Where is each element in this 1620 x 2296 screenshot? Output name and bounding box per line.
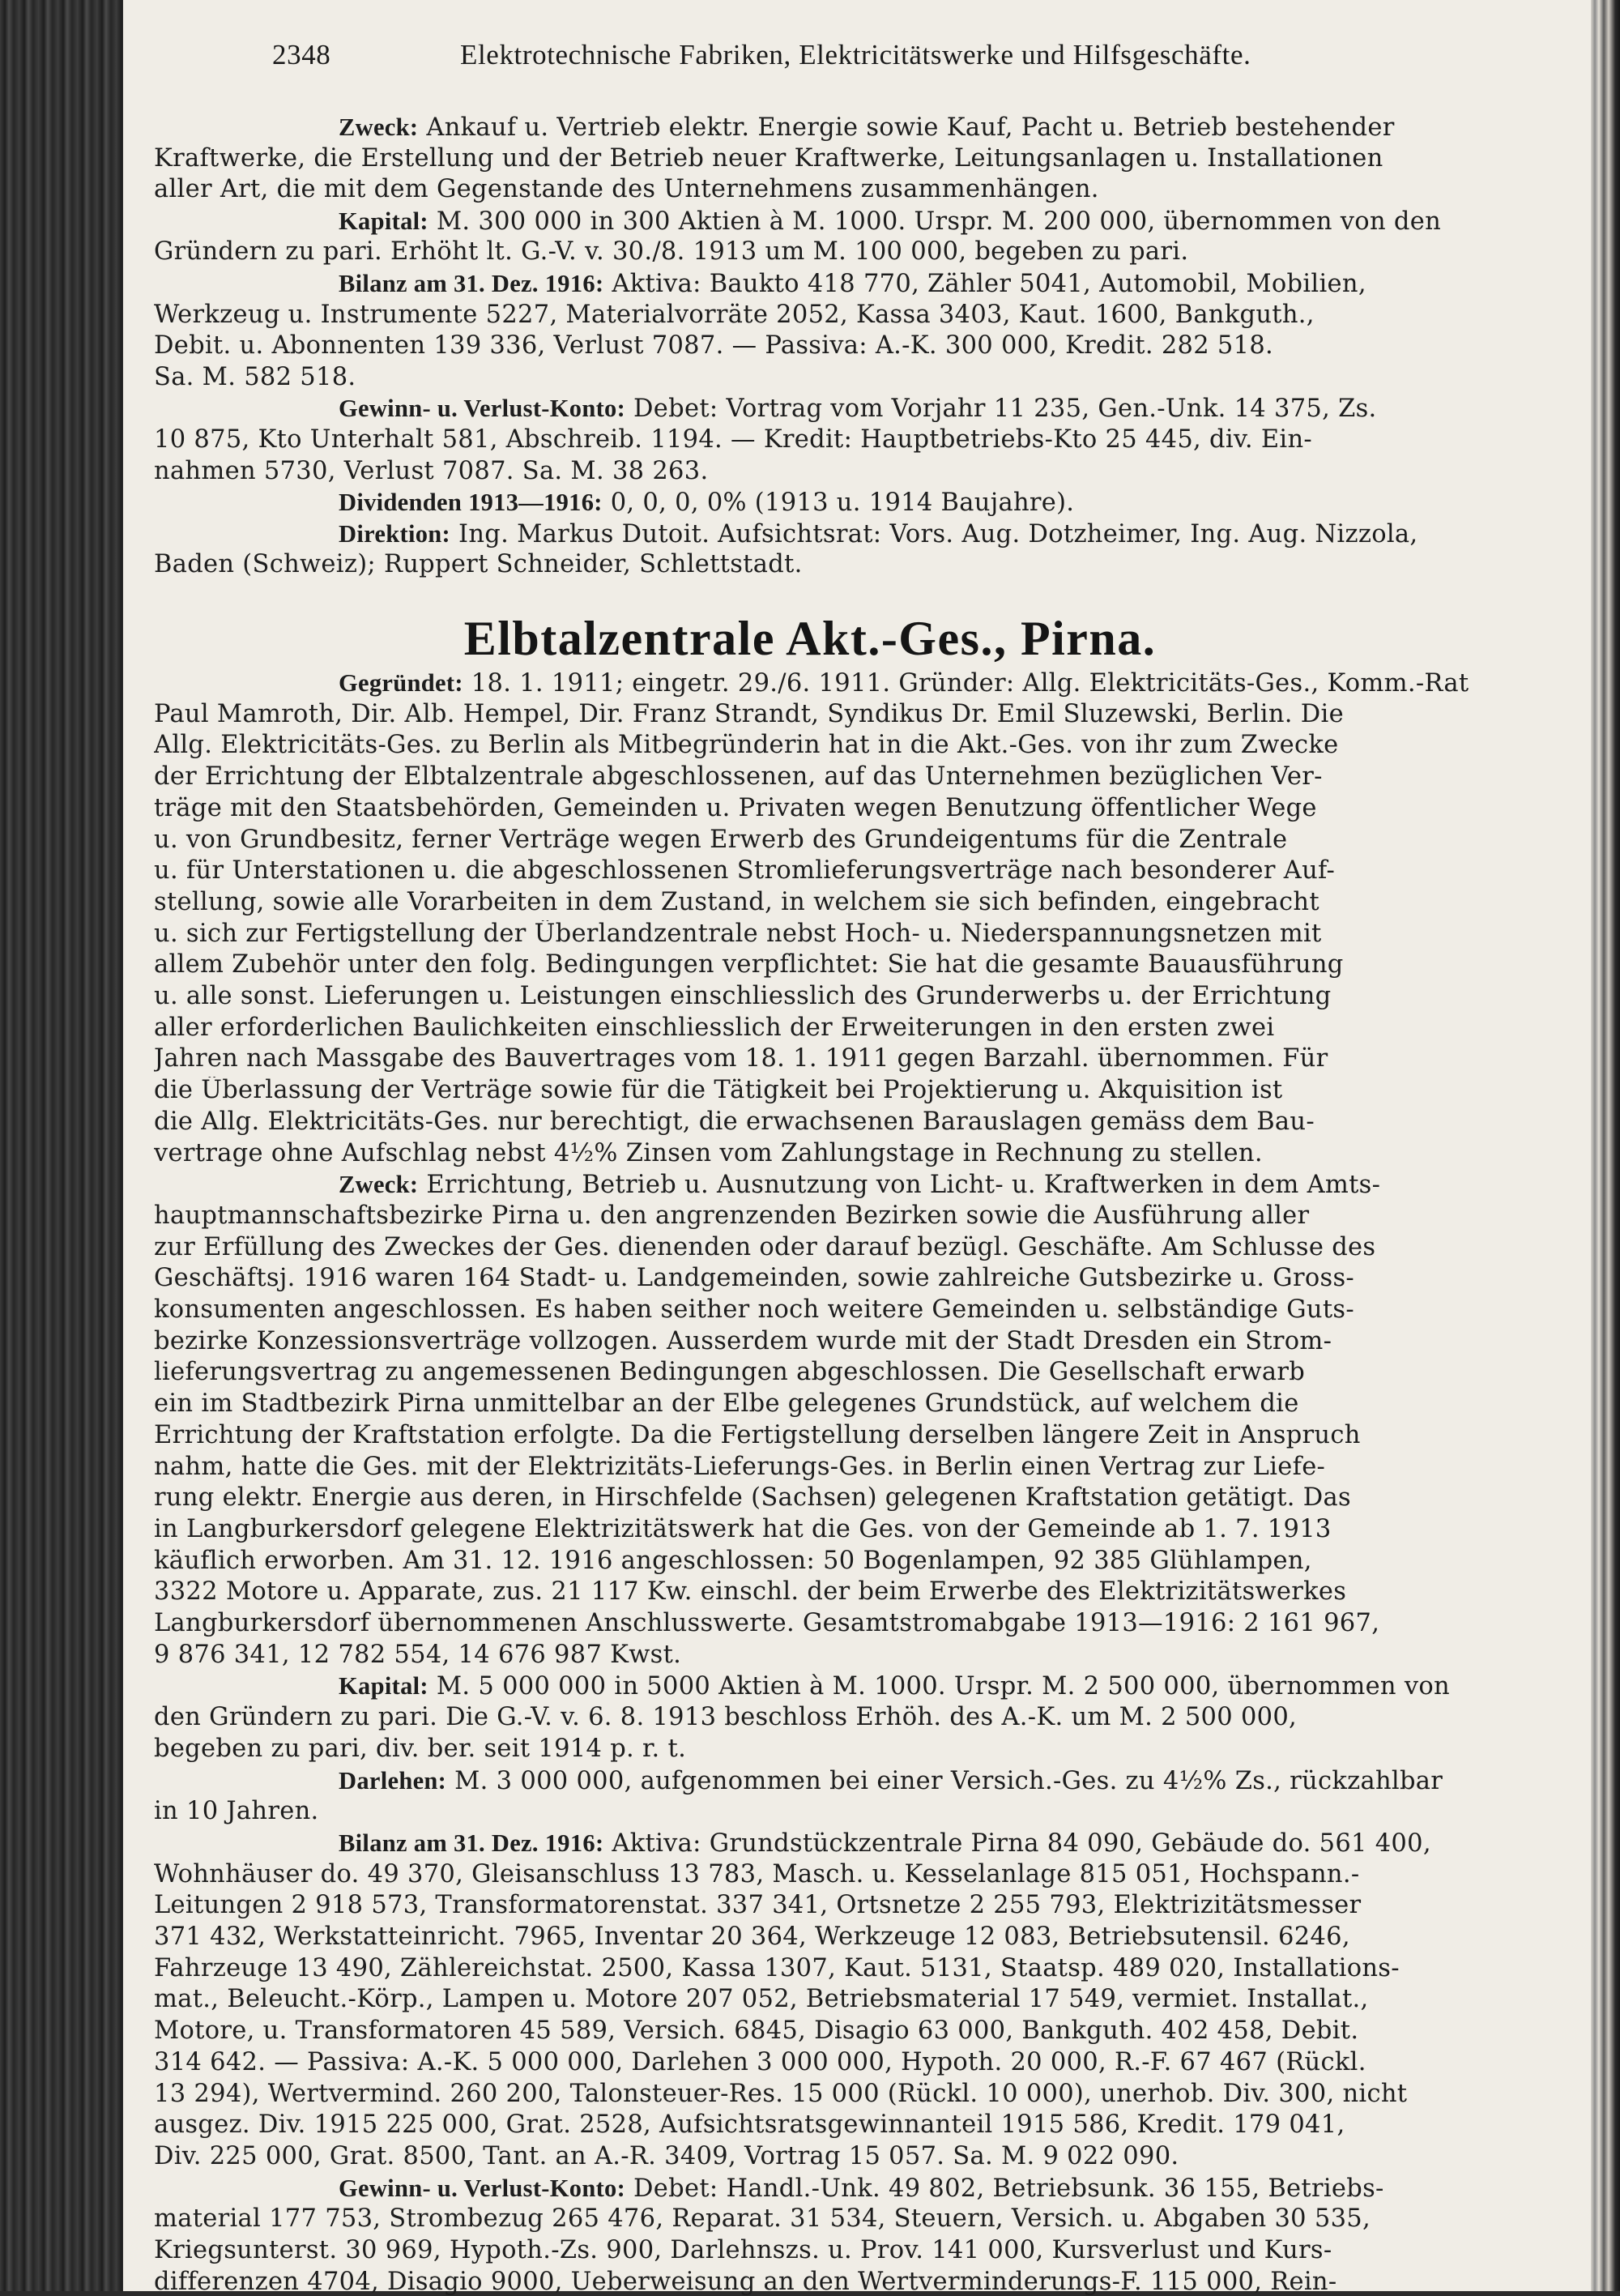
entry-label: Gewinn- u. Verlust-Konto: [339,395,626,423]
entry-label: Zweck: [339,1171,419,1199]
text-line [154,1296,1580,1324]
entry-text: Baden (Schweiz); Ruppert Schneider, Schlettstadt. [154,551,803,579]
text-line [154,1641,1580,1669]
company-title: Elbtalzentrale Akt.-Ges., Pirna. [463,612,1157,665]
text-line [154,1923,1580,1951]
text-line [154,732,1580,759]
entry-text: 3322 Motore u. Apparate, zus. 21 117 Kw. einschl. der beim Erwerbe des Elektrizitätswerkes [154,1578,1347,1607]
text-line [339,395,1580,423]
entry-text: Ing. Markus Dutoit. Aufsichtsrat: Vors. Aug. Dotzheimer, Ing. Aug. Nizzola, [450,519,1418,548]
entry-text: differenzen 4704, Disagio 9000, Ueberweisung an den Wertverminderungs-F. 115 000, Rein- [154,2268,1337,2296]
entry-label: Kapital: [339,207,428,235]
entry-label: Darlehen: [339,1766,447,1795]
entry-text: die Überlassung der Verträge sowie für die Tätigkeit bei Projektierung u. Akquisition ist [154,1077,1283,1105]
entry-text: Leitungen 2 918 573, Transformatorenstat. 337 341, Ortsnetze 2 255 793, Elektrizitätsmesser [154,1892,1362,1920]
text-line [339,1829,1580,1858]
entry-label: Bilanz am 31. Dez. 1916: [339,1829,604,1857]
text-line [339,113,1580,142]
text-line [154,1140,1580,1167]
text-line [339,1672,1580,1701]
entry-text: Wohnhäuser do. 49 370, Gleisanschluss 13 783, Masch. u. Kesselanlage 815 051, Hochspann.- [154,1860,1360,1888]
text-line [154,1704,1580,1731]
entry-label: Direktion: [339,519,450,548]
entry-text: nahm, hatte die Ges. mit der Elektrizitäts-Lieferungs-Ges. in Berlin einen Vertrag zur Liefe- [154,1453,1326,1481]
entry-text: 18. 1. 1911; eingetr. 29./6. 1911. Gründer: Allg. Elektricitäts-Ges., Komm.-Rat [463,669,1469,698]
text-line [154,426,1580,454]
entry-text: aller Art, die mit dem Gegenstande des Unternehmens zusammenhängen. [154,176,1099,204]
text-line [339,1171,1580,1199]
entry-text: zur Erfüllung des Zweckes der Ges. dienenden oder darauf bezügl. Geschäfte. Am Schlusse des [154,1233,1376,1261]
text-line [154,332,1580,360]
text-line [154,2205,1580,2233]
entry-label: Bilanz am 31. Dez. 1916: [339,270,604,297]
text-line [154,763,1580,791]
entry-text: vertrage ohne Aufschlag nebst 4½% Zinsen vom Zahlungstage in Rechnung zu stellen. [154,1139,1263,1167]
text-line [154,983,1580,1010]
entry-text: M. 3 000 000, aufgenommen bei einer Versich.-Ges. zu 4½% Zs., rückzahlbar [446,1766,1443,1795]
entry-label: Zweck: [339,113,419,141]
text-line [154,920,1580,948]
running-title: Elektrotechnische Fabriken, Elektricitätswerke und Hilfsgeschäfte. [460,39,1251,70]
text-line [154,176,1580,203]
text-line [154,795,1580,822]
page-number: 2348 [272,39,331,70]
entry-text: Werkzeug u. Instrumente 5227, Materialvorräte 2052, Kassa 3403, Kaut. 1600, Bankguth., [154,301,1315,329]
entry-text: hauptmannschaftsbezirke Pirna u. den angrenzenden Bezirken sowie die Ausführung aller [154,1201,1310,1230]
entry-text: u. alle sonst. Lieferungen u. Leistungen einschliesslich des Grunderwerbs u. der Errichtung [154,983,1332,1010]
entry-label: Gegründet: [339,669,463,697]
entry-text: aller erforderlichen Baulichkeiten einschliesslich der Erweiterungen in den ersten zwei [154,1014,1275,1042]
entry-text: Aktiva: Baukto 418 770, Zähler 5041, Automobil, Mobilien, [603,270,1366,298]
page-edge-right [1591,0,1620,2291]
entry-text: Fahrzeuge 13 490, Zählereichstat. 2500, Kassa 1307, Kaut. 5131, Staatsp. 489 020, Installations- [154,1954,1400,1982]
entry-text: 314 642. — Passiva: A.-K. 5 000 000, Darlehen 3 000 000, Hypoth. 20 000, R.-F. 67 467 (Rückl. [154,2048,1366,2076]
entry-text: der Errichtung der Elbtalzentrale abgeschlossenen, auf das Unternehmen bezüglichen Ver- [154,763,1323,792]
entry-text: Div. 225 000, Grat. 8500, Tant. an A.-R. 3409, Vortrag 15 057. Sa. M. 9 022 090. [154,2142,1179,2170]
entry-text: ein im Stadtbezirk Pirna unmittelbar an der Elbe gelegenes Grundstück, auf welchem die [154,1390,1299,1419]
text-line [154,2268,1580,2296]
entry-text: allem Zubehör unter den folg. Bedingungen verpflichtet: Sie hat die gesamte Bauausführung [154,951,1344,979]
text-line [339,207,1580,236]
entry-text: Kraftwerke, die Erstellung und der Betrieb neuer Kraftwerke, Leitungsanlagen u. Installationen [154,144,1383,173]
text-line [154,1986,1580,2013]
entry-text: käuflich erworben. Am 31. 12. 1916 angeschlossen: 50 Bogenlampen, 92 385 Glühlampen, [154,1547,1312,1575]
text-line [154,2111,1580,2139]
text-line [154,1453,1580,1481]
text-line [154,1328,1580,1355]
entry-text: Aktiva: Grundstückzentrale Pirna 84 090, Gebäude do. 561 400, [603,1829,1431,1858]
text-line [154,1610,1580,1637]
text-line [154,1861,1580,1888]
text-line [154,1077,1580,1104]
entry-text: Errichtung, Betrieb u. Ausnutzung von Licht- u. Kraftwerken in dem Amts- [418,1171,1381,1200]
text-line [154,2049,1580,2076]
text-line [154,857,1580,885]
book-binding-edge [0,0,123,2291]
entry-text: träge mit den Staatsbehörden, Gemeinden u. Privaten wegen Benutzung öffentlicher Wege [154,794,1317,822]
text-line [154,301,1580,329]
entry-text: 9 876 341, 12 782 554, 14 676 987 Kwst. [154,1641,682,1669]
text-line [154,1892,1580,1919]
entry-text: Sa. M. 582 518. [154,363,356,391]
entry-text: nahmen 5730, Verlust 7087. Sa. M. 38 263. [154,457,709,485]
entry-text: bezirke Konzessionsverträge vollzogen. Ausserdem wurde mit der Stadt Dresden ein Strom- [154,1327,1332,1355]
text-line [154,1422,1580,1449]
entry-label: Dividenden 1913—1916: [339,489,603,517]
entry-text: Errichtung der Kraftstation erfolgte. Da die Fertigstellung derselben längere Zeit in Anspruch [154,1421,1361,1449]
text-line [154,1955,1580,1982]
text-line [154,2080,1580,2108]
entry-text: material 177 753, Strombezug 265 476, Reparat. 31 534, Steuern, Versich. u. Abgaben 30 535, [154,2205,1371,2234]
text-line [154,1265,1580,1292]
entry-text: Jahren nach Massgabe des Bauvertrages vom 18. 1. 1911 gegen Barzahl. übernommen. Für [154,1045,1328,1073]
entry-text: den Gründern zu pari. Die G.-V. v. 6. 8. 1913 beschloss Erhöh. des A.-K. um M. 2 500 000, [154,1704,1298,1732]
text-line [154,2017,1580,2045]
entry-label: Kapital: [339,1672,428,1701]
text-line [339,669,1580,698]
text-line [339,1767,1580,1795]
text-line [154,1735,1580,1763]
text-line [154,551,1580,578]
text-line [154,1359,1580,1386]
text-line [154,951,1580,979]
text-line [154,2237,1580,2264]
entry-text: Debit. u. Abonnenten 139 336, Verlust 7087. — Passiva: A.-K. 300 000, Kredit. 282 518. [154,332,1274,361]
entry-text: 371 432, Werkstatteinricht. 7965, Inventar 20 364, Werkzeuge 12 083, Betriebsutensil. 6246, [154,1923,1350,1951]
text-line [154,238,1580,266]
entry-text: stellung, sowie alle Vorarbeiten in dem Zustand, in welchem sie sich befinden, eingebracht [154,888,1319,916]
entry-text: M. 300 000 in 300 Aktien à M. 1000. Urspr. M. 200 000, übernommen von den [428,207,1442,236]
entry-text: Debet: Handl.-Unk. 49 802, Betriebsunk. 36 155, Betriebs- [625,2174,1384,2203]
text-line [154,1484,1580,1512]
text-line [339,270,1580,298]
entry-text: Allg. Elektricitäts-Ges. zu Berlin als Mitbegründerin hat in die Akt.-Ges. von ihr zum Zwecke [154,732,1339,760]
text-line [154,1390,1580,1418]
entry-text: u. für Unterstationen u. die abgeschlossenen Stromlieferungsverträge nach besonderer Auf- [154,857,1336,886]
text-line [154,889,1580,916]
entry-text: konsumenten angeschlossen. Es haben seither noch weitere Gemeinden u. selbständige Guts- [154,1296,1354,1324]
entry-text: 13 294), Wertvermind. 260 200, Talonsteuer-Res. 15 000 (Rückl. 10 000), unerhob. Div. 300, nicht [154,2080,1408,2108]
entry-text: rung elektr. Energie aus deren, in Hirschfelde (Sachsen) gelegenen Kraftstation getätigt. Das [154,1484,1351,1513]
entry-text: u. sich zur Fertigstellung der Überlandzentrale nebst Hoch- u. Niederspannungsnetzen mit [154,920,1322,948]
entry-text: M. 5 000 000 in 5000 Aktien à M. 1000. Urspr. M. 2 500 000, übernommen von [428,1672,1451,1701]
entry-text: begeben zu pari, div. ber. seit 1914 p. r. t. [154,1735,687,1763]
text-line [154,364,1580,391]
text-line [154,1108,1580,1136]
entry-text: u. von Grundbesitz, ferner Verträge wegen Erwerb des Grundeigentums für die Zentrale [154,826,1288,854]
entry-text: in Langburkersdorf gelegene Elektrizitätswerk hat die Ges. von der Gemeinde ab 1. 7. 1913 [154,1515,1332,1543]
entry-text: Ankauf u. Vertrieb elektr. Energie sowie Kauf, Pacht u. Betrieb bestehender [418,113,1395,142]
text-line [154,1798,1580,1825]
text-line [154,826,1580,854]
text-line [154,1234,1580,1261]
text-line [339,520,1580,548]
entry-text: 0, 0, 0, 0% (1913 u. 1914 Baujahre). [602,489,1075,518]
text-line [154,458,1580,485]
entry-text: lieferungsvertrag zu angemessenen Bedingungen abgeschlossen. Die Gesellschaft erwarb [154,1359,1306,1387]
text-line [154,2143,1580,2170]
text-line [154,1045,1580,1073]
text-line [154,145,1580,173]
text-line [154,701,1580,728]
text-line [154,1578,1580,1606]
text-line [339,489,1580,517]
entry-text: Langburkersdorf übernommenen Anschlusswerte. Gesamtstromabgabe 1913—1916: 2 161 967, [154,1610,1380,1637]
entry-text: Debet: Vortrag vom Vorjahr 11 235, Gen.-Unk. 14 375, Zs. [625,395,1377,424]
text-line [154,1014,1580,1042]
text-line [339,2174,1580,2203]
entry-text: ausgez. Div. 1915 225 000, Grat. 2528, Aufsichtsratsgewinnanteil 1915 586, Kredit. 179 041, [154,2111,1345,2140]
entry-text: in 10 Jahren. [154,1798,319,1826]
entry-label: Gewinn- u. Verlust-Konto: [339,2174,626,2202]
text-line [154,1516,1580,1543]
entry-text: Motore, u. Transformatoren 45 589, Versich. 6845, Disagio 63 000, Bankguth. 402 458, Debit. [154,2017,1359,2046]
text-line [154,1547,1580,1575]
text-line [154,1202,1580,1230]
entry-text: Paul Mamroth, Dir. Alb. Hempel, Dir. Franz Strandt, Syndikus Dr. Emil Sluzewski, Berlin. Die [154,700,1344,728]
entry-text: Geschäftsj. 1916 waren 164 Stadt- u. Landgemeinden, sowie zahlreiche Gutsbezirke u. Gross- [154,1265,1355,1293]
entry-text: Gründern zu pari. Erhöht lt. G.-V. v. 30./8. 1913 um M. 100 000, begeben zu pari. [154,238,1189,267]
entry-text: 10 875, Kto Unterhalt 581, Abschreib. 1194. — Kredit: Hauptbetriebs-Kto 25 445, div. Ein- [154,426,1312,454]
entry-text: mat., Beleucht.-Körp., Lampen u. Motore 207 052, Betriebsmaterial 17 549, vermiet. Installat., [154,1986,1369,2014]
entry-text: Kriegsunterst. 30 969, Hypoth.-Zs. 900, Darlehnszs. u. Prov. 141 000, Kursverlust und Kurs- [154,2237,1332,2264]
entry-text: die Allg. Elektricitäts-Ges. nur berechtigt, die erwachsenen Barauslagen gemäss dem Bau- [154,1107,1315,1136]
